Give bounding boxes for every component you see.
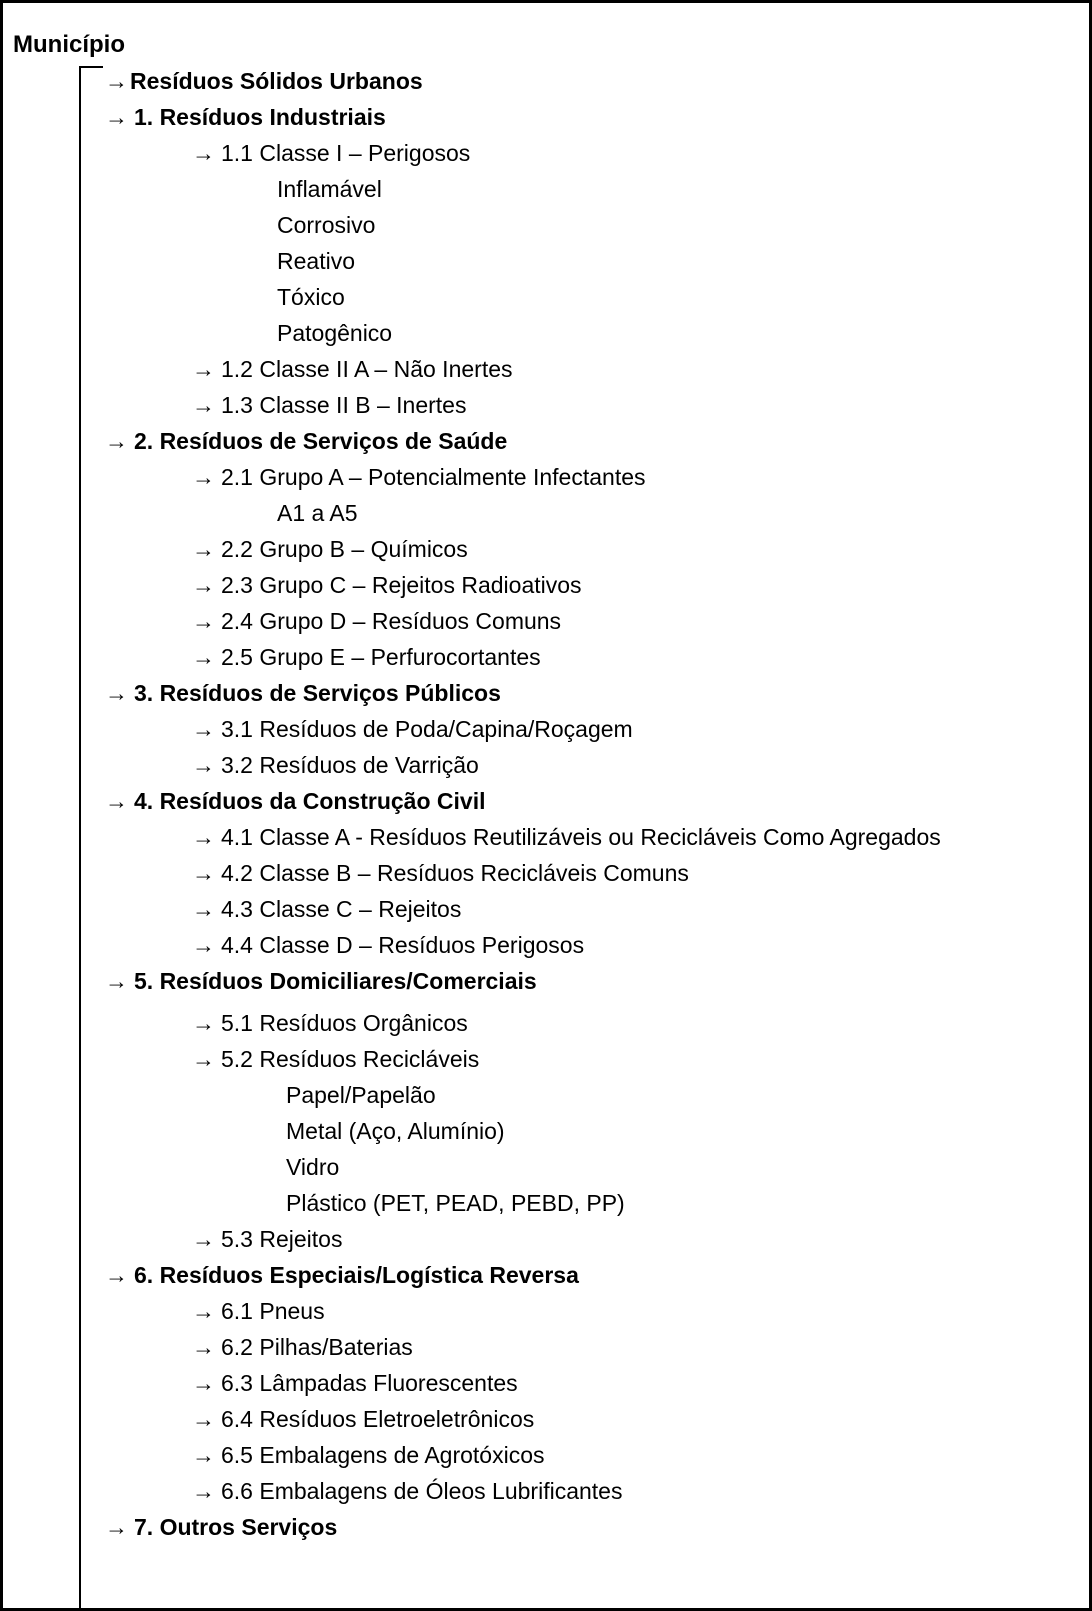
subcategory-node-label: 1.3 Classe II B – Inertes <box>221 392 467 418</box>
subcategory-node-label: 1.2 Classe II A – Não Inertes <box>221 356 513 382</box>
category-node-label: 1. Resíduos Industriais <box>134 104 386 130</box>
category-node <box>105 1260 579 1290</box>
category-node-label: 5. Resíduos Domiciliares/Comerciais <box>134 968 537 994</box>
arrow-icon: → <box>192 1226 215 1252</box>
subcategory-node-label: 2.1 Grupo A – Potencialmente Infectantes <box>221 464 646 490</box>
arrow-icon: → <box>105 428 128 454</box>
subcategory-node <box>192 1476 622 1506</box>
arrow-icon: → <box>192 608 215 634</box>
subcategory-node-label: 2.2 Grupo B – Químicos <box>221 536 468 562</box>
subcategory-node <box>192 354 513 384</box>
subcategory-node <box>192 1224 342 1254</box>
subcategory-node <box>192 1404 534 1434</box>
category-node <box>105 786 485 816</box>
detail-node <box>277 282 345 312</box>
tree-trunk-line <box>79 66 81 1611</box>
arrow-icon: → <box>192 716 215 742</box>
subcategory-node <box>192 390 466 420</box>
arrow-icon: → <box>192 896 215 922</box>
detail-node-label: Inflamável <box>277 176 382 202</box>
subcategory-node-label: 2.5 Grupo E – Perfurocortantes <box>221 644 541 670</box>
detail-node <box>277 174 382 204</box>
root-node: Município <box>13 31 125 58</box>
subcategory-node-label: 5.2 Resíduos Recicláveis <box>221 1046 480 1072</box>
subcategory-node-label: 1.1 Classe I – Perigosos <box>221 140 471 166</box>
arrow-icon: → <box>105 1262 128 1288</box>
arrow-icon: → <box>192 356 215 382</box>
arrow-icon: → <box>192 536 215 562</box>
detail-node <box>277 318 392 348</box>
subcategory-node <box>192 858 689 888</box>
subcategory-node-label: 6.4 Resíduos Eletroeletrônicos <box>221 1406 535 1432</box>
detail-node-label: Corrosivo <box>277 212 376 238</box>
arrow-icon: → <box>105 968 128 994</box>
arrow-icon: → <box>192 1370 215 1396</box>
category-node-label: 3. Resíduos de Serviços Públicos <box>134 680 501 706</box>
subcategory-node <box>192 606 561 636</box>
arrow-icon: → <box>105 788 128 814</box>
subcategory-node <box>192 138 470 168</box>
subcategory-node <box>192 930 584 960</box>
subcategory-node <box>192 1044 479 1074</box>
top-node <box>105 66 423 96</box>
subcategory-node-label: 4.1 Classe A - Resíduos Reutilizáveis ou Recicláveis Como Agregados <box>221 824 941 850</box>
arrow-icon: → <box>192 1406 215 1432</box>
detail-node-label: Papel/Papelão <box>286 1082 436 1108</box>
arrow-icon: → <box>192 572 215 598</box>
category-node <box>105 966 537 996</box>
category-node-label: 4. Resíduos da Construção Civil <box>134 788 486 814</box>
subcategory-node <box>192 750 479 780</box>
subcategory-node <box>192 1008 468 1038</box>
arrow-icon: → <box>192 1478 215 1504</box>
subcategory-node-label: 4.3 Classe C – Rejeitos <box>221 896 462 922</box>
detail-node-label: Metal (Aço, Alumínio) <box>286 1118 505 1144</box>
top-node-label: Resíduos Sólidos Urbanos <box>130 68 423 94</box>
subcategory-node-label: 6.6 Embalagens de Óleos Lubrificantes <box>221 1478 623 1504</box>
subcategory-node <box>192 462 646 492</box>
detail-node <box>286 1152 339 1182</box>
detail-node <box>286 1080 436 1110</box>
subcategory-node-label: 3.1 Resíduos de Poda/Capina/Roçagem <box>221 716 633 742</box>
subcategory-node <box>192 894 461 924</box>
subcategory-node <box>192 714 633 744</box>
subcategory-node-label: 3.2 Resíduos de Varrição <box>221 752 479 778</box>
subcategory-node-label: 6.5 Embalagens de Agrotóxicos <box>221 1442 545 1468</box>
subcategory-node <box>192 822 941 852</box>
category-node-label: 2. Resíduos de Serviços de Saúde <box>134 428 508 454</box>
subcategory-node-label: 5.3 Rejeitos <box>221 1226 343 1252</box>
detail-node <box>277 498 358 528</box>
arrow-icon: → <box>192 932 215 958</box>
subcategory-node-label: 4.2 Classe B – Resíduos Recicláveis Comuns <box>221 860 689 886</box>
arrow-icon: → <box>192 392 215 418</box>
subcategory-node <box>192 570 582 600</box>
subcategory-node <box>192 1440 544 1470</box>
subcategory-node <box>192 1332 413 1362</box>
detail-node-label: Reativo <box>277 248 355 274</box>
arrow-icon: → <box>192 824 215 850</box>
detail-node-label: Vidro <box>286 1154 340 1180</box>
tree-root-connector <box>79 66 103 68</box>
subcategory-node <box>192 1296 325 1326</box>
subcategory-node <box>192 1368 518 1398</box>
subcategory-node-label: 4.4 Classe D – Resíduos Perigosos <box>221 932 585 958</box>
detail-node <box>277 210 375 240</box>
subcategory-node-label: 6.1 Pneus <box>221 1298 325 1324</box>
arrow-icon: → <box>192 1334 215 1360</box>
subcategory-node <box>192 642 541 672</box>
arrow-icon: → <box>192 1046 215 1072</box>
arrow-icon: → <box>192 1010 215 1036</box>
detail-node-label: A1 a A5 <box>277 500 358 526</box>
arrow-icon: → <box>105 1514 128 1540</box>
detail-node <box>277 246 355 276</box>
category-node <box>105 102 386 132</box>
category-node <box>105 678 501 708</box>
subcategory-node-label: 5.1 Resíduos Orgânicos <box>221 1010 468 1036</box>
detail-node <box>286 1116 505 1146</box>
arrow-icon: → <box>192 644 215 670</box>
arrow-icon: → <box>105 68 128 94</box>
subcategory-node-label: 2.4 Grupo D – Resíduos Comuns <box>221 608 562 634</box>
category-node <box>105 1512 337 1542</box>
detail-node-label: Patogênico <box>277 320 393 346</box>
arrow-icon: → <box>192 860 215 886</box>
detail-node-label: Tóxico <box>277 284 345 310</box>
arrow-icon: → <box>105 104 128 130</box>
arrow-icon: → <box>192 752 215 778</box>
detail-node <box>286 1188 625 1218</box>
detail-node-label: Plástico (PET, PEAD, PEBD, PP) <box>286 1190 625 1216</box>
subcategory-node-label: 2.3 Grupo C – Rejeitos Radioativos <box>221 572 582 598</box>
category-node-label: 6. Resíduos Especiais/Logística Reversa <box>134 1262 579 1288</box>
arrow-icon: → <box>192 140 215 166</box>
category-node <box>105 426 507 456</box>
arrow-icon: → <box>192 464 215 490</box>
arrow-icon: → <box>192 1298 215 1324</box>
category-node-label: 7. Outros Serviços <box>134 1514 338 1540</box>
arrow-icon: → <box>192 1442 215 1468</box>
subcategory-node <box>192 534 468 564</box>
subcategory-node-label: 6.2 Pilhas/Baterias <box>221 1334 413 1360</box>
arrow-icon: → <box>105 680 128 706</box>
subcategory-node-label: 6.3 Lâmpadas Fluorescentes <box>221 1370 518 1396</box>
